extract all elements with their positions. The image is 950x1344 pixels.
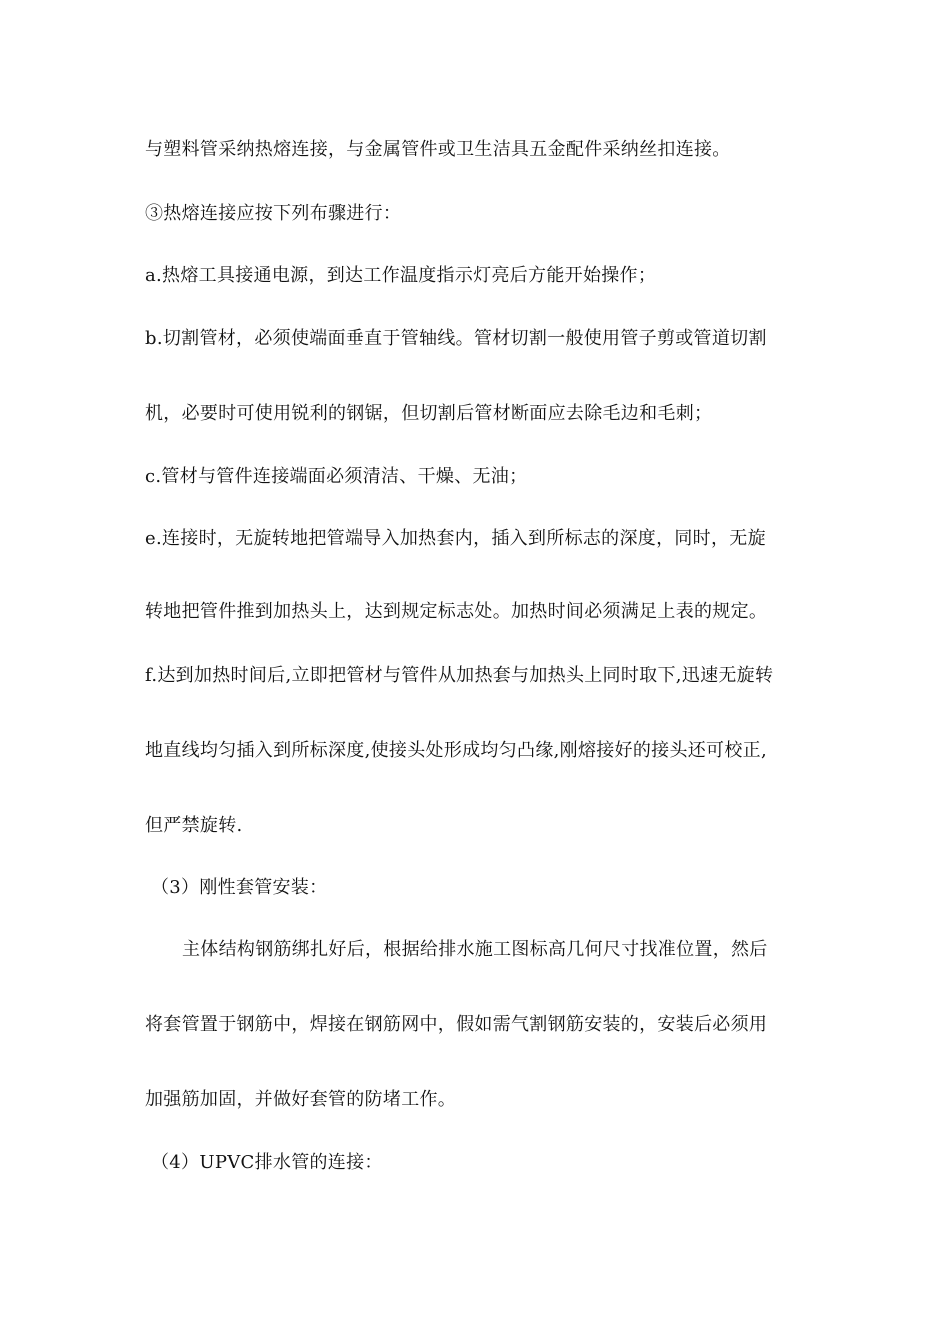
paragraph-line-connection-methods: 与塑料管采纳热熔连接，与金属管件或卫生洁具五金配件采纳丝扣连接。: [145, 139, 731, 160]
paragraph-line-hot-melt-steps: ③热熔连接应按下列布骤进行：: [145, 203, 402, 224]
paragraph-sleeve-line-3: 加强筋加固，并做好套管的防堵工作。: [145, 1089, 457, 1110]
list-item-b-line-2: 机，必要时可使用锐利的钢锯，但切割后管材断面应去除毛边和毛刺；: [145, 403, 713, 424]
paragraph-sleeve-line-2: 将套管置于钢筋中，焊接在钢筋网中，假如需气割钢筋安装的，安装后必须用: [145, 1014, 768, 1035]
section-heading-upvc: （4）UPVC排水管的连接：: [151, 1152, 383, 1173]
list-item-b-line-1: b.切割管材，必须使端面垂直于管轴线。管材切割一般使用管子剪或管道切割: [145, 328, 767, 349]
list-item-c: c.管材与管件连接端面必须清洁、干燥、无油；: [145, 466, 528, 487]
section-heading-rigid-sleeve: （3）刚性套管安装：: [151, 877, 328, 898]
list-item-f-line-3: 但严禁旋转.: [145, 815, 243, 836]
list-item-f-line-1: f.达到加热时间后,立即把管材与管件从加热套与加热头上同时取下,迅速无旋转: [145, 665, 774, 686]
list-item-e-line-1: e.连接时，无旋转地把管端导入加热套内，插入到所标志的深度，同时，无旋: [145, 528, 766, 549]
list-item-e-line-2: 转地把管件推到加热头上，达到规定标志处。加热时间必须满足上表的规定。: [145, 601, 768, 622]
list-item-f-line-2: 地直线均匀插入到所标深度,使接头处形成均匀凸缘,刚熔接好的接头还可校正,: [145, 740, 767, 761]
paragraph-sleeve-line-1: 主体结构钢筋绑扎好后，根据给排水施工图标高几何尺寸找准位置，然后: [182, 939, 768, 960]
list-item-a: a.热熔工具接通电源，到达工作温度指示灯亮后方能开始操作；: [145, 265, 657, 286]
